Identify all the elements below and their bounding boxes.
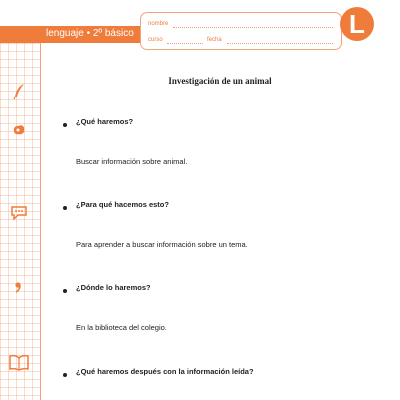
question-4: ¿Qué haremos después con la información leída? bbox=[76, 367, 254, 376]
curso-field[interactable] bbox=[167, 43, 203, 44]
nombre-field[interactable] bbox=[173, 27, 333, 28]
subject-banner bbox=[0, 26, 146, 43]
answer-3: En la biblioteca del colegio. bbox=[76, 323, 167, 332]
nombre-label: nombre bbox=[148, 21, 169, 27]
question-2: ¿Para qué hacemos esto? bbox=[76, 200, 169, 209]
ink-blot-icon bbox=[10, 120, 28, 138]
question-3: ¿Dónde lo haremos? bbox=[76, 283, 151, 292]
bullet bbox=[63, 206, 67, 210]
bullet bbox=[63, 123, 67, 127]
fecha-label: fecha bbox=[207, 37, 222, 43]
worksheet-title: Investigación de un animal bbox=[168, 76, 272, 86]
student-info-box bbox=[140, 12, 342, 50]
speech-bubble-icon bbox=[10, 203, 28, 221]
open-book-icon bbox=[8, 352, 30, 372]
question-1: ¿Qué haremos? bbox=[76, 117, 134, 126]
curso-label: curso bbox=[148, 37, 163, 43]
bullet bbox=[63, 289, 67, 293]
lenguaje-logo: L bbox=[340, 7, 374, 41]
subject-label: lenguaje • 2º básico bbox=[46, 28, 134, 39]
answer-1: Buscar información sobre animal. bbox=[76, 157, 188, 166]
answer-2: Para aprender a buscar información sobre un tema. bbox=[76, 240, 248, 249]
bullet bbox=[63, 373, 67, 377]
fecha-field[interactable] bbox=[227, 43, 333, 44]
comma-icon bbox=[10, 278, 28, 296]
